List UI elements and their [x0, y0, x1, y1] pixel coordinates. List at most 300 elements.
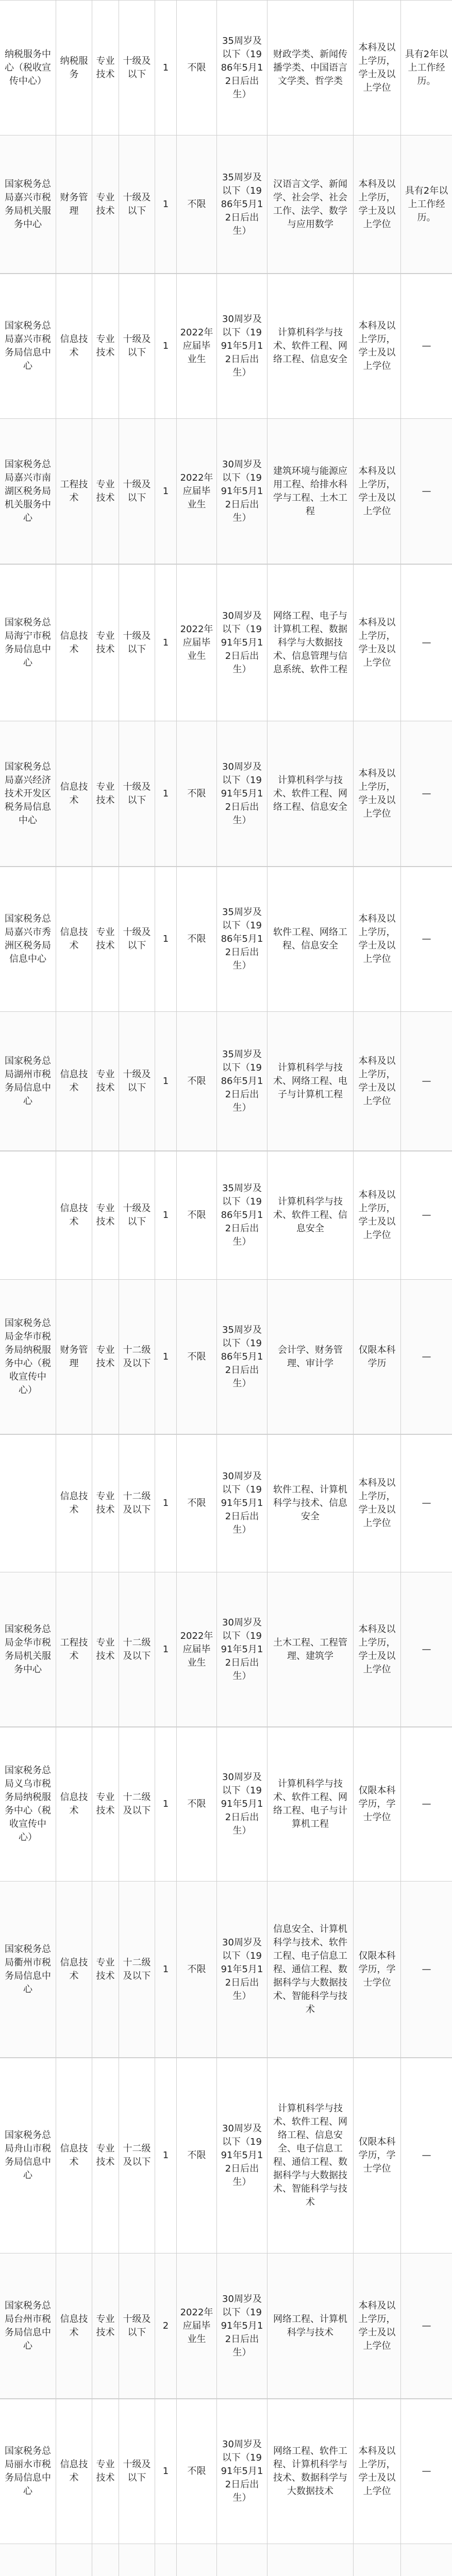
other-requirements-cell	[400, 1727, 452, 1882]
eligibility-text: 不限	[187, 62, 206, 73]
headcount-cell	[155, 2058, 176, 2253]
level-text: 十二级及以下	[123, 2143, 151, 2167]
major-cell	[267, 2544, 353, 2576]
category-cell	[92, 135, 119, 274]
position-cell	[56, 1434, 92, 1572]
eligibility-cell	[176, 2058, 216, 2253]
position-text: 信息技术	[60, 1792, 88, 1816]
category-text: 专业技术	[96, 1069, 115, 1093]
level-text: 十二级及以下	[123, 1637, 151, 1662]
major-cell	[267, 1012, 353, 1151]
education-text: 仅限本科学历，学士学位	[358, 1951, 396, 1988]
headcount-text: 1	[162, 199, 169, 210]
employer-text: 国家税务总局丽水市税务局信息中心	[5, 2446, 51, 2497]
level-cell	[119, 1, 155, 135]
level-text: 十级及以下	[123, 630, 151, 655]
employer-text: 国家税务总局金华市税务局纳税服务中心（税收宣传中心）	[5, 1318, 51, 1396]
category-cell	[92, 1012, 119, 1151]
major-text: 计算机科学与技术、软件工程、网络工程、信息安全、电子信息工程、通信工程、数据科学与大数据技术、智能科学与技术	[273, 2103, 347, 2208]
employer-text: 国家税务总局义乌市税务局纳税服务中心（税收宣传中心）	[5, 1765, 51, 1843]
education-cell	[353, 2253, 400, 2399]
major-cell	[267, 867, 353, 1012]
education-cell	[353, 1434, 400, 1572]
age-text: 35周岁及以下（1986年5月12日后出生）	[221, 172, 263, 236]
major-text: 土木工程、工程管理、建筑学	[273, 1637, 347, 1662]
position-text: 信息技术	[60, 334, 88, 358]
position-text: 工程技术	[60, 479, 88, 503]
position-cell	[56, 135, 92, 274]
age-cell	[216, 2253, 267, 2399]
employer-cell	[0, 1434, 56, 1572]
eligibility-cell	[176, 135, 216, 274]
headcount-text: 1	[162, 1498, 169, 1509]
position-cell	[56, 1572, 92, 1727]
level-cell	[119, 1280, 155, 1434]
table-row	[0, 1150, 452, 1280]
age-cell	[216, 419, 267, 564]
headcount-text: 1	[162, 1799, 169, 1809]
education-cell	[353, 1572, 400, 1727]
employer-text: 国家税务总局嘉兴经济技术开发区税务局信息中心	[5, 761, 51, 826]
other-requirements-text: —	[422, 1964, 431, 1975]
eligibility-text: 2022年应届毕业生	[180, 1631, 213, 1668]
headcount-text: 1	[162, 788, 169, 799]
eligibility-text: 不限	[187, 2150, 206, 2161]
age-cell	[216, 135, 267, 274]
position-cell	[56, 1151, 92, 1280]
eligibility-cell	[176, 564, 216, 721]
level-text: 十二级及以下	[123, 1345, 151, 1369]
age-text: 30周岁及以下（1991年5月12日后出生）	[221, 459, 263, 523]
other-requirements-text: 具有2年以上工作经历。	[405, 49, 448, 87]
level-text: 十级及以下	[123, 2314, 151, 2338]
level-cell	[119, 2399, 155, 2544]
position-cell	[56, 867, 92, 1012]
headcount-cell	[155, 1572, 176, 1727]
eligibility-cell	[176, 1280, 216, 1434]
position-cell	[56, 274, 92, 419]
level-text: 十级及以下	[123, 334, 151, 358]
eligibility-text: 不限	[187, 1210, 206, 1221]
position-cell	[56, 1882, 92, 2058]
eligibility-text: 不限	[187, 1799, 206, 1809]
category-cell	[92, 274, 119, 419]
employer-text: 国家税务总局嘉兴市税务局机关服务中心	[5, 179, 51, 230]
education-text: 仅限本科学历，学士学位	[358, 1785, 396, 1823]
category-text: 专业技术	[96, 782, 115, 806]
position-text: 信息技术	[60, 2459, 88, 2483]
position-text: 信息技术	[60, 2314, 88, 2338]
category-cell	[92, 721, 119, 867]
other-requirements-text: —	[422, 1076, 431, 1087]
headcount-cell	[155, 2544, 176, 2576]
position-text: 财务管理	[60, 192, 88, 216]
level-text: 十级及以下	[123, 192, 151, 216]
education-cell	[353, 721, 400, 867]
employer-text: 国家税务总局嘉兴市南湖区税务局机关服务中心	[5, 459, 51, 523]
major-cell	[267, 1151, 353, 1280]
position-cell	[56, 1727, 92, 1882]
employer-cell	[0, 1280, 56, 1434]
headcount-cell	[155, 1727, 176, 1882]
eligibility-cell	[176, 1882, 216, 2058]
employer-cell	[0, 2253, 56, 2399]
employer-cell	[0, 564, 56, 721]
education-text: 本科及以上学历，学士及以上学位	[358, 617, 396, 668]
major-text: 信息安全、计算机科学与技术、软件工程、电子信息工程、通信工程、数据科学与大数据技术、智能科学与技术	[273, 1924, 347, 2015]
level-cell	[119, 1572, 155, 1727]
employer-text: 国家税务总局海宁市税务局信息中心	[5, 617, 51, 668]
position-text: 信息技术	[60, 1203, 88, 1227]
eligibility-cell	[176, 2399, 216, 2544]
eligibility-text: 2022年应届毕业生	[180, 2307, 213, 2345]
table-row	[0, 721, 452, 867]
major-text: 建筑环境与能源应用工程、给排水科学与工程、土木工程	[273, 466, 347, 517]
headcount-cell	[155, 2399, 176, 2544]
employer-cell	[0, 721, 56, 867]
table-row	[0, 2398, 452, 2545]
education-text: 本科及以上学历，学士及以上学位	[358, 1190, 396, 1241]
category-text: 专业技术	[96, 56, 115, 80]
level-text: 十二级及以下	[123, 1491, 151, 1515]
education-cell	[353, 1727, 400, 1882]
position-cell	[56, 419, 92, 564]
eligibility-text: 不限	[187, 1498, 206, 1509]
table-row	[0, 135, 452, 274]
category-cell	[92, 1280, 119, 1434]
age-cell	[216, 721, 267, 867]
table-row	[0, 0, 452, 136]
education-cell	[353, 274, 400, 419]
other-requirements-cell	[400, 1434, 452, 1572]
category-text: 专业技术	[96, 334, 115, 358]
employer-cell	[0, 1012, 56, 1151]
age-text: 35周岁及以下（1986年5月12日后出生）	[221, 1325, 263, 1389]
eligibility-cell	[176, 1151, 216, 1280]
age-text: 30周岁及以下（1991年5月12日后出生）	[221, 1471, 263, 1535]
category-cell	[92, 1434, 119, 1572]
level-text: 十级及以下	[123, 782, 151, 806]
level-text: 十级及以下	[123, 927, 151, 951]
other-requirements-cell	[400, 1012, 452, 1151]
education-text: 仅限本科学历，学士学位	[358, 2137, 396, 2174]
age-text: 30周岁及以下（1991年5月12日后出生）	[221, 761, 263, 826]
major-text: 计算机科学与技术、软件工程、信息安全	[273, 1196, 347, 1234]
position-text: 信息技术	[60, 927, 88, 951]
headcount-cell	[155, 867, 176, 1012]
other-requirements-text: —	[422, 486, 431, 497]
position-cell	[56, 1, 92, 135]
other-requirements-text: —	[422, 1644, 431, 1655]
other-requirements-cell	[400, 1151, 452, 1280]
employer-text: 国家税务总局金华市税务局机关服务中心	[5, 1624, 51, 1675]
headcount-cell	[155, 1882, 176, 2058]
level-cell	[119, 135, 155, 274]
age-cell	[216, 2544, 267, 2576]
age-cell	[216, 1882, 267, 2058]
eligibility-cell	[176, 867, 216, 1012]
age-text: 30周岁及以下（1991年5月12日后出生）	[221, 1617, 263, 1682]
headcount-text: 2	[162, 2320, 169, 2331]
position-text: 信息技术	[60, 630, 88, 655]
education-text: 本科及以上学历，学士及以上学位	[358, 2300, 396, 2351]
level-text: 十级及以下	[123, 1203, 151, 1227]
position-text: 信息技术	[60, 1069, 88, 1093]
headcount-text: 1	[162, 341, 169, 351]
age-cell	[216, 1434, 267, 1572]
employer-text: 纳税服务中心（税收宣传中心）	[5, 49, 51, 87]
employer-text: 国家税务总局衢州市税务局信息中心	[5, 1944, 51, 1995]
category-cell	[92, 2058, 119, 2253]
category-text: 专业技术	[96, 2143, 115, 2167]
age-cell	[216, 564, 267, 721]
headcount-cell	[155, 1012, 176, 1151]
age-cell	[216, 1727, 267, 1882]
education-cell	[353, 1, 400, 135]
headcount-text: 1	[162, 2466, 169, 2477]
education-cell	[353, 2058, 400, 2253]
category-cell	[92, 2399, 119, 2544]
headcount-text: 1	[162, 1076, 169, 1087]
employer-cell	[0, 1727, 56, 1882]
eligibility-text: 不限	[187, 1351, 206, 1362]
level-text: 十级及以下	[123, 2459, 151, 2483]
headcount-text: 1	[162, 62, 169, 73]
employer-cell	[0, 419, 56, 564]
level-text: 十级及以下	[123, 56, 151, 80]
category-cell	[92, 2253, 119, 2399]
major-cell	[267, 1882, 353, 2058]
other-requirements-text: —	[422, 1799, 431, 1809]
position-cell	[56, 721, 92, 867]
other-requirements-cell	[400, 1572, 452, 1727]
eligibility-cell	[176, 1572, 216, 1727]
other-requirements-cell	[400, 564, 452, 721]
headcount-text: 1	[162, 637, 169, 648]
age-cell	[216, 1572, 267, 1727]
position-cell	[56, 2399, 92, 2544]
education-text: 本科及以上学历，学士及以上学位	[358, 913, 396, 964]
age-text: 30周岁及以下（1991年5月12日后出生）	[221, 2439, 263, 2503]
eligibility-cell	[176, 1012, 216, 1151]
eligibility-text: 2022年应届毕业生	[180, 623, 213, 662]
category-text: 专业技术	[96, 1203, 115, 1227]
headcount-cell	[155, 135, 176, 274]
category-text: 专业技术	[96, 2314, 115, 2338]
employer-text: 国家税务总局嘉兴市秀洲区税务局信息中心	[5, 913, 51, 964]
education-cell	[353, 564, 400, 721]
headcount-text: 1	[162, 2150, 169, 2161]
other-requirements-cell	[400, 721, 452, 867]
level-cell	[119, 2544, 155, 2576]
major-text: 网络工程、计算机科学与技术	[273, 2314, 347, 2338]
education-cell	[353, 867, 400, 1012]
headcount-cell	[155, 2253, 176, 2399]
level-cell	[119, 2058, 155, 2253]
level-cell	[119, 419, 155, 564]
level-cell	[119, 867, 155, 1012]
other-requirements-cell	[400, 2253, 452, 2399]
category-cell	[92, 2544, 119, 2576]
category-text: 专业技术	[96, 2459, 115, 2483]
major-cell	[267, 1, 353, 135]
major-text: 网络工程、软件工程、计算机科学与技术、数据科学与大数据技术	[273, 2446, 347, 2497]
headcount-cell	[155, 274, 176, 419]
category-text: 专业技术	[96, 630, 115, 655]
other-requirements-cell	[400, 867, 452, 1012]
category-cell	[92, 564, 119, 721]
table-row	[0, 1279, 452, 1435]
employer-text: 国家税务总局嘉兴市税务局信息中心	[5, 320, 51, 371]
age-cell	[216, 1, 267, 135]
other-requirements-cell	[400, 2058, 452, 2253]
category-text: 专业技术	[96, 479, 115, 503]
employer-cell	[0, 1572, 56, 1727]
position-cell	[56, 2544, 92, 2576]
headcount-text: 1	[162, 1351, 169, 1362]
other-requirements-text: —	[422, 637, 431, 648]
other-requirements-cell	[400, 419, 452, 564]
major-text: 计算机科学与技术、软件工程、网络工程、信息安全	[273, 327, 347, 365]
eligibility-cell	[176, 2253, 216, 2399]
eligibility-cell	[176, 1434, 216, 1572]
employer-cell	[0, 1, 56, 135]
level-cell	[119, 1434, 155, 1572]
major-text: 汉语言文学、新闻学、社会学、社会工作、法学、数学与应用数学	[273, 179, 347, 230]
employer-cell	[0, 1151, 56, 1280]
position-cell	[56, 2058, 92, 2253]
table-row	[0, 1726, 452, 1882]
age-cell	[216, 274, 267, 419]
major-cell	[267, 1572, 353, 1727]
table-row	[0, 2544, 452, 2576]
headcount-text: 1	[162, 934, 169, 944]
position-text: 信息技术	[60, 1957, 88, 1981]
education-text: 本科及以上学历，学士及以上学位	[358, 1624, 396, 1675]
other-requirements-text: —	[422, 788, 431, 799]
major-cell	[267, 564, 353, 721]
category-cell	[92, 1727, 119, 1882]
eligibility-cell	[176, 1, 216, 135]
education-text: 本科及以上学历，学士及以上学位	[358, 42, 396, 93]
category-text: 专业技术	[96, 927, 115, 951]
eligibility-text: 2022年应届毕业生	[180, 327, 213, 365]
category-text: 专业技术	[96, 192, 115, 216]
age-text: 35周岁及以下（1986年5月12日后出生）	[221, 36, 263, 100]
level-cell	[119, 274, 155, 419]
category-text: 专业技术	[96, 1957, 115, 1981]
major-cell	[267, 1434, 353, 1572]
eligibility-text: 不限	[187, 788, 206, 799]
headcount-text: 1	[162, 1210, 169, 1221]
category-text: 专业技术	[96, 1792, 115, 1816]
other-requirements-text: —	[422, 341, 431, 351]
age-cell	[216, 1151, 267, 1280]
major-cell	[267, 1280, 353, 1434]
education-text: 本科及以上学历，学士及以上学位	[358, 466, 396, 517]
age-cell	[216, 867, 267, 1012]
eligibility-text: 2022年应届毕业生	[180, 472, 213, 510]
age-cell	[216, 1280, 267, 1434]
category-cell	[92, 1, 119, 135]
other-requirements-cell	[400, 274, 452, 419]
eligibility-text: 不限	[187, 1964, 206, 1975]
category-cell	[92, 1882, 119, 2058]
employer-cell	[0, 274, 56, 419]
position-cell	[56, 2253, 92, 2399]
employer-text: 国家税务总局舟山市税务局信息中心	[5, 2130, 51, 2181]
other-requirements-text: —	[422, 1498, 431, 1509]
table-row	[0, 564, 452, 722]
position-text: 纳税服务	[60, 56, 88, 80]
level-text: 十级及以下	[123, 1069, 151, 1093]
major-cell	[267, 135, 353, 274]
position-text: 工程技术	[60, 1637, 88, 1662]
major-text: 网络工程、电子与计算机工程、数据科学与大数据技术、信息管理与信息系统、软件工程	[273, 610, 347, 675]
category-cell	[92, 1572, 119, 1727]
headcount-text: 1	[162, 1644, 169, 1655]
age-cell	[216, 1012, 267, 1151]
category-text: 专业技术	[96, 1637, 115, 1662]
education-cell	[353, 2544, 400, 2576]
table-row	[0, 273, 452, 419]
eligibility-text: 不限	[187, 2466, 206, 2477]
table-row	[0, 1011, 452, 1151]
major-text: 软件工程、网络工程、信息安全	[273, 927, 347, 951]
major-text: 计算机科学与技术、软件工程、网络工程、电子与计算机工程	[273, 1778, 347, 1829]
major-cell	[267, 419, 353, 564]
major-cell	[267, 721, 353, 867]
major-cell	[267, 2253, 353, 2399]
category-text: 专业技术	[96, 1491, 115, 1515]
major-text: 计算机科学与技术、网络工程、电子与计算机工程	[273, 1062, 347, 1100]
employer-cell	[0, 1882, 56, 2058]
other-requirements-text: —	[422, 2466, 431, 2477]
position-cell	[56, 1280, 92, 1434]
position-text: 信息技术	[60, 782, 88, 806]
education-text: 本科及以上学历，学士及以上学位	[358, 768, 396, 819]
table-row	[0, 1881, 452, 2058]
level-cell	[119, 564, 155, 721]
table-row	[0, 2057, 452, 2254]
education-cell	[353, 135, 400, 274]
major-text: 软件工程、计算机科学与技术、信息安全	[273, 1484, 347, 1522]
age-cell	[216, 2058, 267, 2253]
category-text: 专业技术	[96, 1345, 115, 1369]
major-text: 财政学类、新闻传播学类、中国语言文学类、哲学类	[273, 49, 347, 87]
table-row	[0, 1434, 452, 1573]
employer-cell	[0, 2544, 56, 2576]
education-cell	[353, 1280, 400, 1434]
other-requirements-cell	[400, 1, 452, 135]
headcount-cell	[155, 564, 176, 721]
eligibility-cell	[176, 1727, 216, 1882]
headcount-cell	[155, 1434, 176, 1572]
eligibility-cell	[176, 721, 216, 867]
employer-text: 国家税务总局湖州市税务局信息中心	[5, 1056, 51, 1107]
category-cell	[92, 867, 119, 1012]
major-text: 计算机科学与技术、软件工程、网络工程、信息安全	[273, 775, 347, 812]
major-cell	[267, 274, 353, 419]
position-text: 财务管理	[60, 1345, 88, 1369]
other-requirements-text: —	[422, 1351, 431, 1362]
level-cell	[119, 721, 155, 867]
headcount-cell	[155, 1151, 176, 1280]
headcount-cell	[155, 419, 176, 564]
education-text: 本科及以上学历，学士及以上学位	[358, 1056, 396, 1107]
education-cell	[353, 1882, 400, 2058]
other-requirements-cell	[400, 135, 452, 274]
